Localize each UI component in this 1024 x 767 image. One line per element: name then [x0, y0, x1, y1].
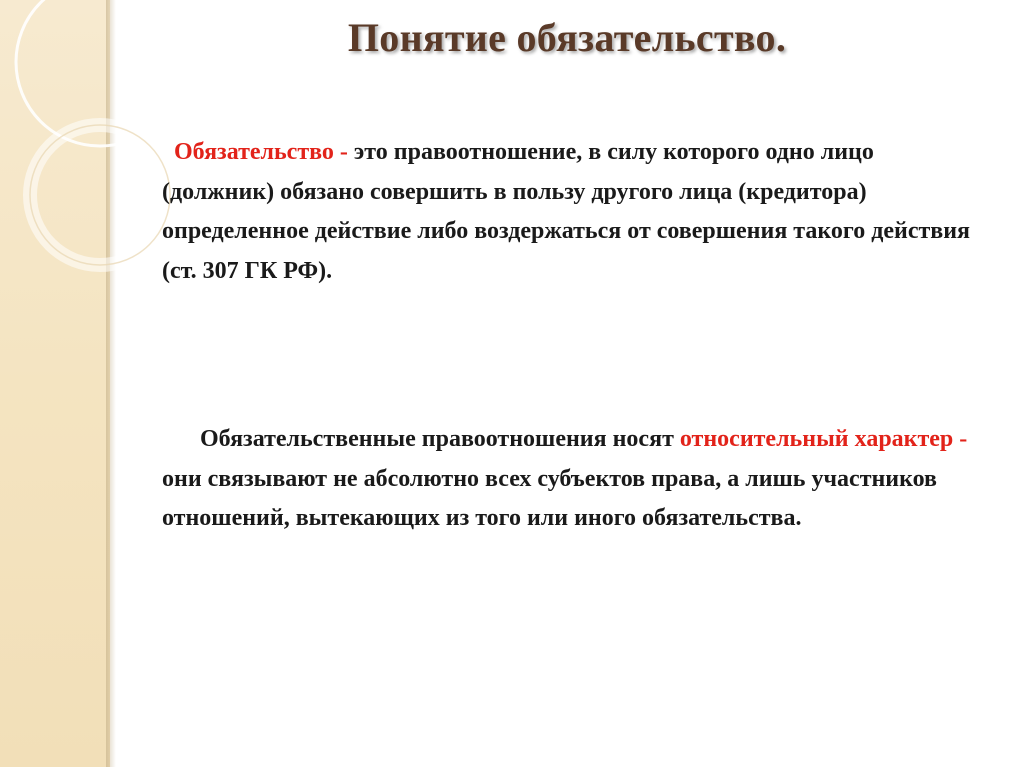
definition-dash: -	[333, 139, 354, 165]
relative-text: они связывают не абсолютно всех субъектов права, а лишь участников отношений, вытекающих из того или иного обязательства.	[162, 465, 938, 531]
relative-lead-text: Обязательственные правоотношения носят	[200, 426, 680, 452]
definition-text: это правоотношение, в силу которого одно лицо (должник) обязано совершить в пользу другого лица (кредитора) определенное действие либо воздержаться от совершения такого действия (ст. 307 ГК РФ).	[162, 139, 971, 284]
relative-term: относительный характер -	[679, 426, 968, 452]
slide-title: Понятие обязательство.	[347, 15, 787, 60]
definition-term: Обязательство	[174, 139, 334, 165]
definition-paragraph	[162, 133, 992, 291]
relative-character-paragraph	[162, 420, 992, 539]
